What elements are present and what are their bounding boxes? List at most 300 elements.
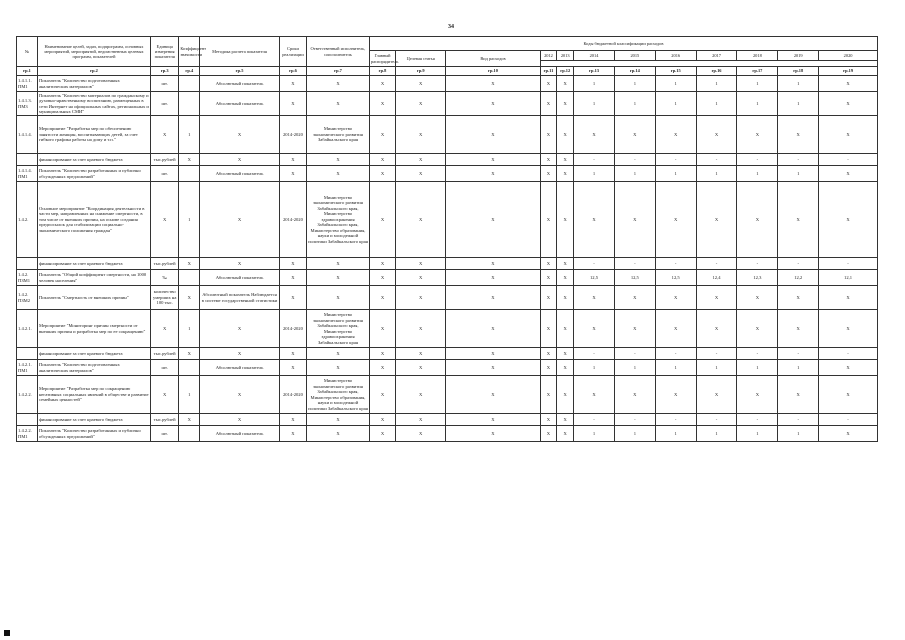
- table-cell: X: [369, 376, 395, 414]
- table-cell: Показатель "Общий коэффициент смертности, на 1000 человек населения": [37, 270, 150, 286]
- table-cell: Абсолютный показатель: [200, 426, 280, 442]
- table-cell: X: [396, 376, 446, 414]
- table-cell: X: [279, 258, 306, 270]
- table-cell: -: [614, 348, 655, 360]
- table-cell: 1: [696, 166, 737, 182]
- table-cell: X: [696, 310, 737, 348]
- table-cell: 12,5: [614, 270, 655, 286]
- table-cell: тыс.рублей: [151, 258, 179, 270]
- table-row: [17, 360, 878, 376]
- table-cell: 1: [778, 92, 819, 116]
- table-cell: 1: [696, 426, 737, 442]
- table-cell: X: [200, 310, 280, 348]
- table-cell: X: [614, 182, 655, 258]
- table-cell: X: [696, 116, 737, 154]
- column-number: гр.12: [557, 67, 574, 76]
- table-cell: X: [396, 154, 446, 166]
- table-cell: X: [540, 154, 557, 166]
- column-number: гр.6: [279, 67, 306, 76]
- table-row: [17, 154, 878, 166]
- table-cell: X: [396, 92, 446, 116]
- page-number: 34: [448, 24, 454, 30]
- table-cell: X: [540, 286, 557, 310]
- table-cell: X: [307, 270, 370, 286]
- table-cell: Основное мероприятие "Координация деятельности в части мер, направленных на снижение смертности, в том числе от внешних причин, на основе создания предпосылок для стабилизации социально-экономического положения граждан": [37, 182, 150, 258]
- table-cell: X: [737, 310, 778, 348]
- table-cell: X: [396, 116, 446, 154]
- table-cell: шт.: [151, 166, 179, 182]
- table-cell: X: [778, 376, 819, 414]
- table-cell: -: [737, 154, 778, 166]
- table-cell: X: [778, 286, 819, 310]
- table-cell: X: [179, 286, 200, 310]
- table-cell: X: [557, 286, 574, 310]
- table-cell: финансирование за счет краевого бюджета: [37, 414, 150, 426]
- table-cell: X: [540, 426, 557, 442]
- table-cell: -: [696, 414, 737, 426]
- table-cell: X: [369, 166, 395, 182]
- scan-mark: [4, 630, 10, 636]
- table-cell: X: [307, 360, 370, 376]
- table-cell: Показатель "Количество разработанных и публично обсужденных предложений": [37, 166, 150, 182]
- table-cell: X: [540, 414, 557, 426]
- table-cell: шт.: [151, 92, 179, 116]
- table-cell: Абсолютный показатель: [200, 166, 280, 182]
- table-cell: X: [396, 76, 446, 92]
- table-cell: -: [574, 348, 615, 360]
- header-vr: Вид расходов: [446, 51, 540, 67]
- table-cell: X: [574, 310, 615, 348]
- table-cell: X: [369, 286, 395, 310]
- table-cell: 1: [574, 360, 615, 376]
- table-cell: X: [778, 182, 819, 258]
- table-cell: X: [819, 360, 878, 376]
- column-number: гр.4: [179, 67, 200, 76]
- column-number: гр.19: [819, 67, 878, 76]
- table-cell: X: [307, 92, 370, 116]
- table-cell: [179, 166, 200, 182]
- column-number: гр.17: [737, 67, 778, 76]
- table-cell: 1: [737, 360, 778, 376]
- table-cell: Абсолютный показатель: [200, 270, 280, 286]
- table-cell: Показатель "Количество материалов по гражданскому и духовно-нравственному воспитанию, размещенных в сети Интернет на официальных сайтах, региональных и муниципальных СМИ": [38, 92, 149, 114]
- column-number: гр.15: [655, 67, 696, 76]
- table-cell: [17, 348, 38, 360]
- table-cell: -: [696, 348, 737, 360]
- program-table: [16, 36, 878, 442]
- header-codes: Коды бюджетной классификации расходов: [369, 37, 877, 51]
- table-cell: X: [307, 154, 370, 166]
- table-cell: X: [396, 286, 446, 310]
- table-cell: Министерство экономического развития Забайкальского края: [307, 116, 370, 154]
- header-method: Методика расчета показателя: [200, 37, 280, 67]
- table-cell: X: [778, 310, 819, 348]
- header-year: 2019: [778, 51, 819, 61]
- table-cell: -: [696, 258, 737, 270]
- table-cell: 12,2: [778, 270, 819, 286]
- table-cell: X: [655, 116, 696, 154]
- header-name: Наименование целей, задач, подпрограмм, основных мероприятий, мероприятий, ведомственных целевых программ, показателей: [37, 37, 150, 67]
- table-cell: X: [557, 166, 574, 182]
- header-unit: Единица измерения показателя: [151, 37, 179, 67]
- table-cell: 1: [614, 166, 655, 182]
- table-cell: X: [396, 166, 446, 182]
- table-cell: Министерство экономического развития Забайкальского края, Министерство здравоохранения Забайкальского края, Министерство образования, науки и молодежной политики Забайкальского края: [307, 182, 370, 258]
- table-cell: 1: [778, 360, 819, 376]
- header-year: 2016: [655, 51, 696, 61]
- table-cell: 12,4: [696, 270, 737, 286]
- table-cell: X: [369, 360, 395, 376]
- table-cell: X: [446, 286, 540, 310]
- table-cell: X: [446, 270, 540, 286]
- table-cell: -: [614, 414, 655, 426]
- table-cell: -: [778, 348, 819, 360]
- table-cell: 12,1: [819, 270, 878, 286]
- table-cell: 2014-2020: [279, 310, 306, 348]
- table-cell: X: [151, 310, 179, 348]
- table-cell: -: [778, 154, 819, 166]
- column-number: гр.13: [574, 67, 615, 76]
- table-cell: 1: [179, 376, 200, 414]
- table-cell: 1: [655, 76, 696, 92]
- table-cell: X: [200, 182, 280, 258]
- table-cell: 1.4.2. ПЗМ1: [17, 270, 38, 286]
- header-csr: Целевая статья: [396, 51, 446, 67]
- table-cell: 2014-2020: [279, 182, 306, 258]
- table-cell: X: [369, 348, 395, 360]
- table-cell: X: [819, 310, 878, 348]
- table-cell: X: [307, 426, 370, 442]
- table-cell: [17, 154, 38, 166]
- table-cell: 1: [179, 116, 200, 154]
- header-year: 2017: [696, 51, 737, 61]
- table-cell: Мероприятие "Мониторинг причин смертности от внешних причин и разработка мер по ее сокращению": [37, 310, 150, 348]
- table-cell: [17, 258, 38, 270]
- table-cell: X: [614, 116, 655, 154]
- table-cell: X: [540, 376, 557, 414]
- table-cell: 1: [614, 360, 655, 376]
- table-cell: X: [307, 414, 370, 426]
- table-cell: 1: [614, 426, 655, 442]
- table-cell: X: [279, 414, 306, 426]
- header-glav: Главный распорядитель: [369, 51, 395, 67]
- table-cell: X: [446, 116, 540, 154]
- table-cell: X: [557, 426, 574, 442]
- table-cell: 1: [737, 76, 778, 92]
- table-cell: X: [369, 76, 395, 92]
- table-cell: X: [279, 92, 306, 116]
- table-cell: X: [396, 360, 446, 376]
- table-cell: [179, 426, 200, 442]
- table-cell: 1: [778, 426, 819, 442]
- table-cell: X: [307, 286, 370, 310]
- table-cell: X: [540, 76, 557, 92]
- table-cell: X: [737, 286, 778, 310]
- table-cell: X: [696, 286, 737, 310]
- table-cell: финансирование за счет краевого бюджета: [37, 348, 150, 360]
- table-cell: Министерство экономического развития Забайкальского края, Министерство образования, науки и молодежной политики Забайкальского края: [307, 376, 370, 414]
- table-cell: -: [819, 258, 878, 270]
- table-cell: -: [819, 348, 878, 360]
- table-cell: 1: [614, 76, 655, 92]
- column-number: гр.3: [151, 67, 179, 76]
- table-cell: 1.4.2.1. ПМ1: [17, 360, 38, 376]
- table-cell: X: [369, 116, 395, 154]
- table-row: [17, 116, 878, 154]
- table-cell: Министерство экономического развития Забайкальского края, Министерство здравоохранения Забайкальского края: [307, 310, 370, 348]
- column-number: гр.2: [37, 67, 150, 76]
- table-body: [17, 67, 878, 442]
- table-cell: X: [279, 76, 306, 92]
- table-cell: X: [446, 154, 540, 166]
- header-year: 2018: [737, 51, 778, 61]
- table-cell: X: [446, 348, 540, 360]
- table-cell: X: [446, 310, 540, 348]
- header-year: 2015: [614, 51, 655, 61]
- table-cell: -: [655, 348, 696, 360]
- table-cell: -: [574, 154, 615, 166]
- column-number: гр.1: [17, 67, 38, 76]
- table-row: [17, 426, 878, 442]
- table-cell: X: [307, 348, 370, 360]
- table-cell: тыс.рублей: [151, 154, 179, 166]
- header-coef: Коэффициент значимости: [179, 37, 200, 67]
- table-cell: шт.: [151, 76, 179, 92]
- table-cell: X: [369, 92, 395, 116]
- table-cell: X: [179, 258, 200, 270]
- table-cell: X: [574, 182, 615, 258]
- table-cell: X: [557, 270, 574, 286]
- table-cell: X: [446, 258, 540, 270]
- header-year: 2013: [557, 51, 574, 61]
- table-cell: X: [200, 154, 280, 166]
- table-cell: -: [655, 154, 696, 166]
- table-cell: X: [557, 310, 574, 348]
- table-cell: X: [307, 166, 370, 182]
- table-cell: -: [614, 258, 655, 270]
- table-row: [17, 414, 878, 426]
- table-cell: X: [446, 414, 540, 426]
- table-row: [17, 348, 878, 360]
- table-cell: X: [778, 116, 819, 154]
- table-cell: X: [540, 270, 557, 286]
- table-cell: X: [574, 376, 615, 414]
- table-cell: 12,5: [655, 270, 696, 286]
- table-cell: [17, 414, 38, 426]
- table-cell: X: [396, 182, 446, 258]
- table-cell: 1: [655, 426, 696, 442]
- table-cell: 1: [574, 426, 615, 442]
- table-cell: X: [696, 376, 737, 414]
- column-number: гр.7: [307, 67, 370, 76]
- table-cell: Показатель "Смертность от внешних причин": [37, 286, 150, 310]
- table-cell: 1: [179, 182, 200, 258]
- table-cell: -: [778, 414, 819, 426]
- table-cell: 1: [696, 92, 737, 116]
- table-row: [17, 270, 878, 286]
- table-cell: -: [696, 154, 737, 166]
- table-cell: -: [778, 258, 819, 270]
- table-cell: X: [655, 286, 696, 310]
- table-cell: количество умерших на 100 тыс.: [151, 286, 179, 310]
- table-cell: 1: [737, 426, 778, 442]
- table-cell: X: [819, 182, 878, 258]
- table-cell: X: [614, 286, 655, 310]
- table-cell: X: [369, 310, 395, 348]
- table-cell: 1: [574, 76, 615, 92]
- table-cell: X: [737, 116, 778, 154]
- table-cell: X: [151, 116, 179, 154]
- table-cell: ‰: [151, 270, 179, 286]
- column-number: гр.8: [369, 67, 395, 76]
- table-cell: 1: [696, 76, 737, 92]
- table-cell: X: [396, 310, 446, 348]
- table-cell: X: [540, 348, 557, 360]
- table-cell: X: [369, 414, 395, 426]
- table-cell: 1.4.1.4. ПМ1: [17, 166, 38, 182]
- table-cell: X: [819, 166, 878, 182]
- table-cell: Показатель "Количество разработанных и публично обсужденных предложений": [37, 426, 150, 442]
- table-cell: X: [655, 310, 696, 348]
- table-cell: -: [655, 258, 696, 270]
- table-cell: 1: [696, 360, 737, 376]
- table-cell: 1: [737, 166, 778, 182]
- table-cell: -: [737, 258, 778, 270]
- table-cell: 12,3: [737, 270, 778, 286]
- table-cell: X: [446, 426, 540, 442]
- table-cell: X: [279, 426, 306, 442]
- table-row: [17, 166, 878, 182]
- table-cell: X: [446, 376, 540, 414]
- table-cell: X: [574, 116, 615, 154]
- table-cell: X: [396, 414, 446, 426]
- table-cell: X: [819, 92, 878, 116]
- table-cell: 12,5: [574, 270, 615, 286]
- table-cell: -: [574, 258, 615, 270]
- table-cell: [179, 270, 200, 286]
- column-number: гр.18: [778, 67, 819, 76]
- table-cell: X: [655, 376, 696, 414]
- table-cell: X: [540, 310, 557, 348]
- table-cell: X: [819, 286, 878, 310]
- table-cell: X: [369, 258, 395, 270]
- table-cell: 1.4.1.4.: [17, 116, 38, 154]
- table-cell: X: [557, 258, 574, 270]
- table-cell: X: [655, 182, 696, 258]
- table-cell: X: [396, 258, 446, 270]
- table-cell: шт.: [151, 426, 179, 442]
- table-cell: X: [279, 270, 306, 286]
- header-year: 2014: [574, 51, 615, 61]
- table-cell: 1.4.2. ПЗМ2: [17, 286, 38, 310]
- table-cell: X: [557, 92, 574, 116]
- table-cell: X: [179, 348, 200, 360]
- table-cell: X: [179, 154, 200, 166]
- table-cell: X: [540, 166, 557, 182]
- header-year: 2020: [819, 51, 878, 61]
- table-cell: X: [279, 154, 306, 166]
- table-cell: X: [279, 286, 306, 310]
- table-row: [17, 76, 878, 92]
- table-cell: X: [819, 376, 878, 414]
- table-cell: X: [696, 182, 737, 258]
- table-cell: X: [151, 182, 179, 258]
- table-cell: X: [614, 310, 655, 348]
- table-cell: X: [369, 182, 395, 258]
- table-cell: X: [446, 166, 540, 182]
- table-cell: 1: [778, 76, 819, 92]
- table-cell: финансирование за счет краевого бюджета: [37, 258, 150, 270]
- table-cell: X: [819, 426, 878, 442]
- table-cell: X: [179, 414, 200, 426]
- table-cell: -: [819, 154, 878, 166]
- header-period: Сроки реализации: [279, 37, 306, 67]
- column-number: гр.11: [540, 67, 557, 76]
- table-cell: 1.4.2.1.: [17, 310, 38, 348]
- table-cell: шт.: [151, 360, 179, 376]
- table-cell: X: [540, 92, 557, 116]
- table-cell: X: [369, 154, 395, 166]
- table-cell: тыс.рублей: [151, 414, 179, 426]
- table-cell: X: [200, 348, 280, 360]
- table-cell: X: [369, 426, 395, 442]
- table-cell: X: [200, 116, 280, 154]
- table-cell: 1.4.2.2.: [17, 376, 38, 414]
- table-cell: -: [655, 414, 696, 426]
- table-cell: X: [369, 270, 395, 286]
- table-cell: X: [446, 182, 540, 258]
- table-cell: X: [557, 360, 574, 376]
- header-year: 2012: [540, 51, 557, 61]
- table-cell: 2014-2020: [279, 376, 306, 414]
- table-cell: X: [540, 360, 557, 376]
- table-cell: финансирование за счет краевого бюджета: [37, 154, 150, 166]
- header-num: №: [17, 37, 38, 67]
- header-responsible: Ответственный исполнитель, соисполнитель: [307, 37, 370, 67]
- table-cell: X: [819, 76, 878, 92]
- table-cell: X: [557, 348, 574, 360]
- table-cell: 1: [655, 360, 696, 376]
- table-cell: 2014-2020: [279, 116, 306, 154]
- table-row: [17, 310, 878, 348]
- table-cell: X: [557, 154, 574, 166]
- table-cell: X: [396, 348, 446, 360]
- table-cell: X: [200, 258, 280, 270]
- table-cell: 1: [574, 166, 615, 182]
- table-cell: X: [200, 414, 280, 426]
- table-cell: 1: [574, 92, 615, 116]
- table-row: [17, 182, 878, 258]
- column-number: гр.16: [696, 67, 737, 76]
- table-cell: -: [737, 414, 778, 426]
- table-cell: X: [557, 116, 574, 154]
- table-cell: Абсолютный показатель: [200, 92, 280, 116]
- column-number: гр.14: [614, 67, 655, 76]
- table-row: [17, 258, 878, 270]
- table-cell: X: [279, 166, 306, 182]
- column-number: гр.5: [200, 67, 280, 76]
- column-number: гр.10: [446, 67, 540, 76]
- table-cell: X: [557, 76, 574, 92]
- table-cell: X: [446, 92, 540, 116]
- table-row: [17, 376, 878, 414]
- table-cell: [179, 92, 200, 116]
- table-cell: Абсолютный показатель: [200, 360, 280, 376]
- table-cell: X: [307, 258, 370, 270]
- table-cell: 1: [778, 166, 819, 182]
- table-cell: X: [396, 426, 446, 442]
- table-cell: X: [151, 376, 179, 414]
